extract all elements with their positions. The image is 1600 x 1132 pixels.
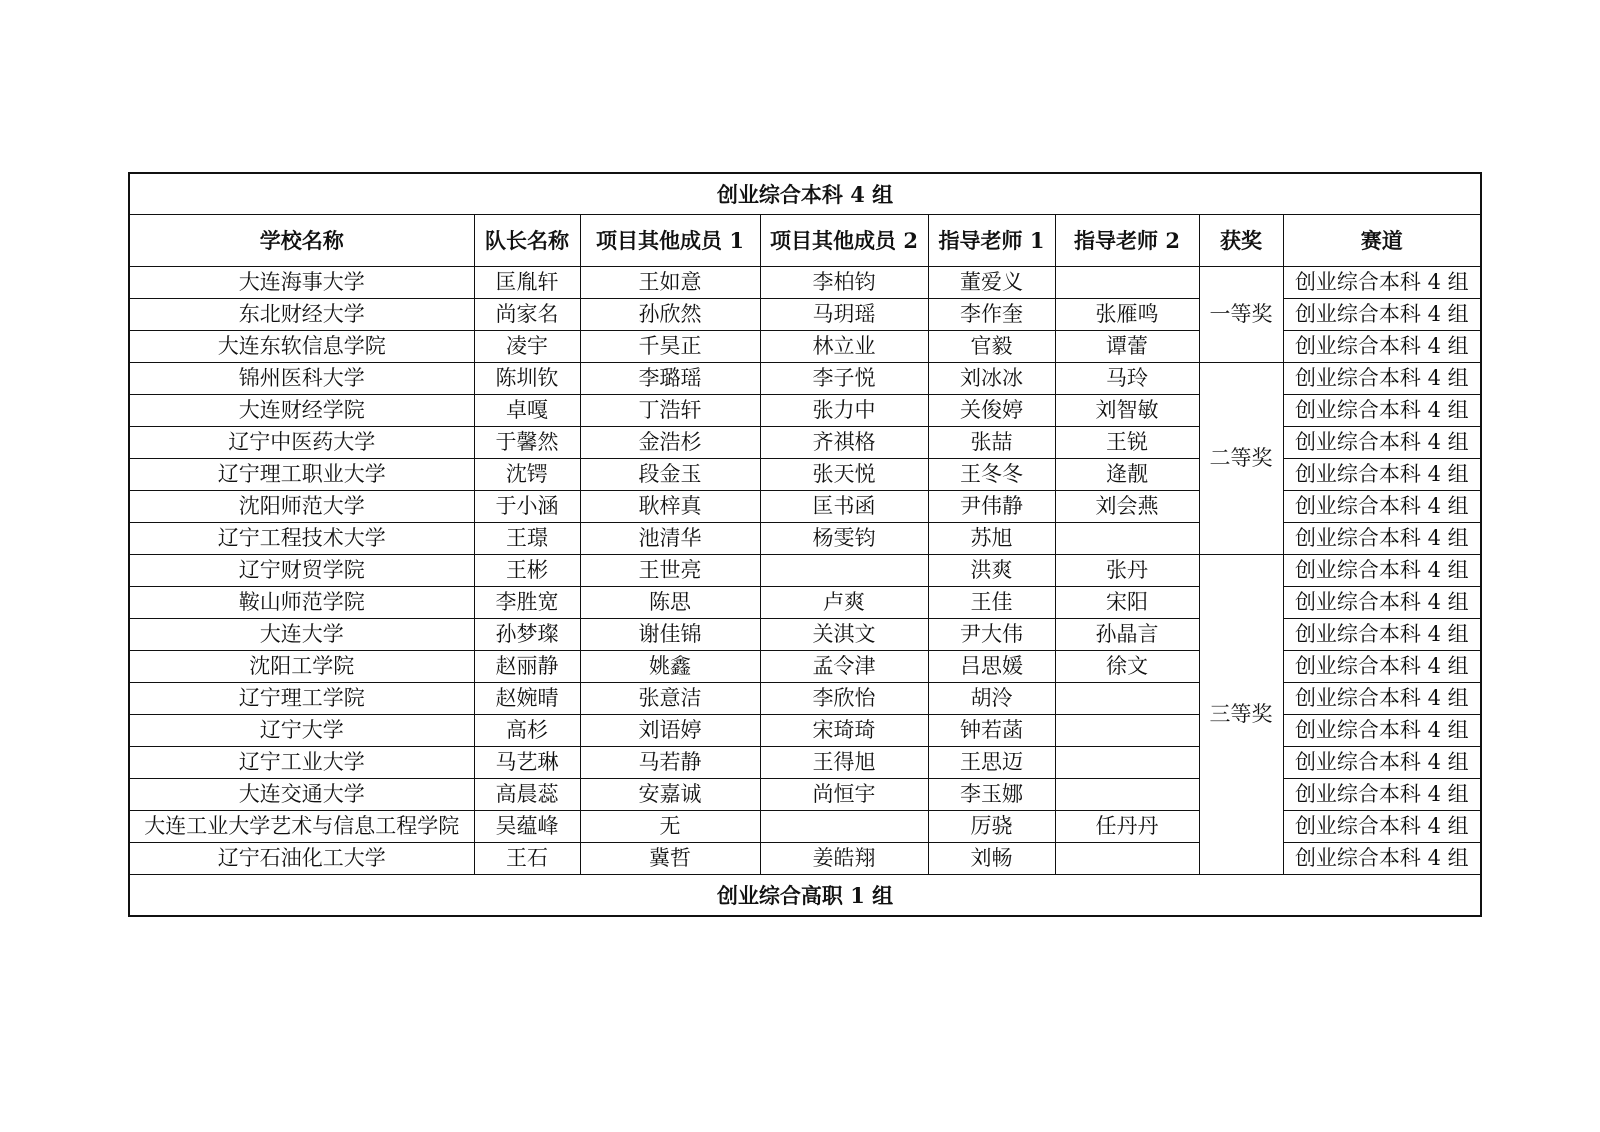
member-1-cell: 千昊正 — [580, 331, 760, 363]
track-cell: 创业综合本科 4 组 — [1283, 619, 1481, 651]
advisor-2-cell: 张丹 — [1055, 555, 1199, 587]
advisor-1-cell: 苏旭 — [928, 523, 1055, 555]
member-1-cell: 段金玉 — [580, 459, 760, 491]
advisor-1-cell: 李作奎 — [928, 299, 1055, 331]
member-1-cell: 孙欣然 — [580, 299, 760, 331]
member-1-cell: 马若静 — [580, 747, 760, 779]
advisor-2-cell: 王锐 — [1055, 427, 1199, 459]
school-name-cell: 沈阳工学院 — [129, 651, 474, 683]
school-name-cell: 大连大学 — [129, 619, 474, 651]
track-cell: 创业综合本科 4 组 — [1283, 363, 1481, 395]
member-1-cell: 姚鑫 — [580, 651, 760, 683]
track-cell: 创业综合本科 4 组 — [1283, 811, 1481, 843]
member-1-cell: 王世亮 — [580, 555, 760, 587]
school-name-cell: 鞍山师范学院 — [129, 587, 474, 619]
track-cell: 创业综合本科 4 组 — [1283, 683, 1481, 715]
school-name-cell: 大连工业大学艺术与信息工程学院 — [129, 811, 474, 843]
advisor-2-cell: 徐文 — [1055, 651, 1199, 683]
member-2-cell: 张力中 — [760, 395, 928, 427]
member-2-cell — [760, 811, 928, 843]
advisor-1-cell: 刘畅 — [928, 843, 1055, 875]
table-row — [129, 555, 1481, 587]
member-2-cell: 关淇文 — [760, 619, 928, 651]
advisor-2-cell: 马玲 — [1055, 363, 1199, 395]
captain-name-cell: 王石 — [474, 843, 580, 875]
member-2-cell: 杨雯钧 — [760, 523, 928, 555]
captain-name-cell: 高杉 — [474, 715, 580, 747]
advisor-2-cell: 宋阳 — [1055, 587, 1199, 619]
track-cell: 创业综合本科 4 组 — [1283, 491, 1481, 523]
advisor-2-cell — [1055, 523, 1199, 555]
advisor-1-cell: 钟若菡 — [928, 715, 1055, 747]
member-2-cell: 姜皓翔 — [760, 843, 928, 875]
advisor-2-cell: 孙晶言 — [1055, 619, 1199, 651]
school-name-cell: 辽宁财贸学院 — [129, 555, 474, 587]
track-cell: 创业综合本科 4 组 — [1283, 523, 1481, 555]
track-cell: 创业综合本科 4 组 — [1283, 555, 1481, 587]
member-2-cell: 李柏钧 — [760, 267, 928, 299]
captain-name-cell: 凌宇 — [474, 331, 580, 363]
advisor-1-cell: 尹大伟 — [928, 619, 1055, 651]
school-name-cell: 辽宁理工学院 — [129, 683, 474, 715]
member-2-cell: 林立业 — [760, 331, 928, 363]
track-cell: 创业综合本科 4 组 — [1283, 299, 1481, 331]
school-name-cell: 辽宁工业大学 — [129, 747, 474, 779]
captain-name-cell: 孙梦璨 — [474, 619, 580, 651]
header-track: 赛道 — [1283, 215, 1481, 267]
member-2-cell: 匡书函 — [760, 491, 928, 523]
captain-name-cell: 赵丽静 — [474, 651, 580, 683]
advisor-2-cell: 张雁鸣 — [1055, 299, 1199, 331]
member-1-cell: 谢佳锦 — [580, 619, 760, 651]
track-cell: 创业综合本科 4 组 — [1283, 459, 1481, 491]
captain-name-cell: 匡胤轩 — [474, 267, 580, 299]
member-1-cell: 金浩杉 — [580, 427, 760, 459]
school-name-cell: 东北财经大学 — [129, 299, 474, 331]
captain-name-cell: 高晨蕊 — [474, 779, 580, 811]
advisor-2-cell: 逄靓 — [1055, 459, 1199, 491]
advisor-2-cell — [1055, 843, 1199, 875]
member-1-cell: 安嘉诚 — [580, 779, 760, 811]
member-1-cell: 无 — [580, 811, 760, 843]
member-1-cell: 张意洁 — [580, 683, 760, 715]
track-cell: 创业综合本科 4 组 — [1283, 331, 1481, 363]
member-1-cell: 陈思 — [580, 587, 760, 619]
track-cell: 创业综合本科 4 组 — [1283, 651, 1481, 683]
advisor-2-cell — [1055, 683, 1199, 715]
advisor-1-cell: 李玉娜 — [928, 779, 1055, 811]
school-name-cell: 大连东软信息学院 — [129, 331, 474, 363]
advisor-1-cell: 官毅 — [928, 331, 1055, 363]
school-name-cell: 锦州医科大学 — [129, 363, 474, 395]
advisor-2-cell: 谭蕾 — [1055, 331, 1199, 363]
member-1-cell: 李璐瑶 — [580, 363, 760, 395]
award-cell: 一等奖 — [1199, 267, 1283, 363]
school-name-cell: 辽宁大学 — [129, 715, 474, 747]
captain-name-cell: 于小涵 — [474, 491, 580, 523]
advisor-1-cell: 王佳 — [928, 587, 1055, 619]
header-member-1: 项目其他成员 1 — [580, 215, 760, 267]
advisor-1-cell: 胡泠 — [928, 683, 1055, 715]
member-2-cell: 宋琦琦 — [760, 715, 928, 747]
header-advisor-1: 指导老师 1 — [928, 215, 1055, 267]
captain-name-cell: 吴蕴峰 — [474, 811, 580, 843]
advisor-1-cell: 厉骁 — [928, 811, 1055, 843]
member-1-cell: 池清华 — [580, 523, 760, 555]
track-cell: 创业综合本科 4 组 — [1283, 427, 1481, 459]
track-cell: 创业综合本科 4 组 — [1283, 395, 1481, 427]
header-captain-name: 队长名称 — [474, 215, 580, 267]
captain-name-cell: 沈锷 — [474, 459, 580, 491]
track-cell: 创业综合本科 4 组 — [1283, 843, 1481, 875]
school-name-cell: 沈阳师范大学 — [129, 491, 474, 523]
captain-name-cell: 李胜宽 — [474, 587, 580, 619]
award-cell: 三等奖 — [1199, 555, 1283, 875]
member-2-cell: 齐祺格 — [760, 427, 928, 459]
header-award: 获奖 — [1199, 215, 1283, 267]
advisor-1-cell: 刘冰冰 — [928, 363, 1055, 395]
member-1-cell: 耿梓真 — [580, 491, 760, 523]
table-title-row — [129, 173, 1481, 215]
next-section-title-row — [129, 875, 1481, 917]
school-name-cell: 大连财经学院 — [129, 395, 474, 427]
advisor-1-cell: 董爱义 — [928, 267, 1055, 299]
advisor-1-cell: 关俊婷 — [928, 395, 1055, 427]
member-2-cell: 李子悦 — [760, 363, 928, 395]
member-1-cell: 丁浩轩 — [580, 395, 760, 427]
header-school-name: 学校名称 — [129, 215, 474, 267]
captain-name-cell: 尚家名 — [474, 299, 580, 331]
member-1-cell: 冀哲 — [580, 843, 760, 875]
advisor-2-cell: 任丹丹 — [1055, 811, 1199, 843]
table-title: 创业综合本科 4 组 — [129, 173, 1481, 215]
captain-name-cell: 陈圳钦 — [474, 363, 580, 395]
advisor-1-cell: 尹伟静 — [928, 491, 1055, 523]
track-cell: 创业综合本科 4 组 — [1283, 715, 1481, 747]
award-table — [128, 172, 1482, 917]
award-cell: 二等奖 — [1199, 363, 1283, 555]
track-cell: 创业综合本科 4 组 — [1283, 267, 1481, 299]
member-2-cell: 孟令津 — [760, 651, 928, 683]
member-2-cell: 张天悦 — [760, 459, 928, 491]
header-advisor-2: 指导老师 2 — [1055, 215, 1199, 267]
advisor-2-cell — [1055, 715, 1199, 747]
advisor-1-cell: 洪爽 — [928, 555, 1055, 587]
advisor-1-cell: 吕思媛 — [928, 651, 1055, 683]
captain-name-cell: 于馨然 — [474, 427, 580, 459]
advisor-1-cell: 王思迈 — [928, 747, 1055, 779]
advisor-1-cell: 王冬冬 — [928, 459, 1055, 491]
table-row — [129, 267, 1481, 299]
school-name-cell: 辽宁理工职业大学 — [129, 459, 474, 491]
advisor-2-cell — [1055, 747, 1199, 779]
advisor-2-cell: 刘智敏 — [1055, 395, 1199, 427]
member-2-cell: 马玥瑶 — [760, 299, 928, 331]
school-name-cell: 辽宁中医药大学 — [129, 427, 474, 459]
track-cell: 创业综合本科 4 组 — [1283, 747, 1481, 779]
member-2-cell: 李欣怡 — [760, 683, 928, 715]
next-section-title: 创业综合高职 1 组 — [129, 875, 1481, 917]
captain-name-cell: 赵婉晴 — [474, 683, 580, 715]
track-cell: 创业综合本科 4 组 — [1283, 779, 1481, 811]
table-row — [129, 363, 1481, 395]
member-2-cell: 王得旭 — [760, 747, 928, 779]
member-2-cell: 卢爽 — [760, 587, 928, 619]
advisor-1-cell: 张喆 — [928, 427, 1055, 459]
track-cell: 创业综合本科 4 组 — [1283, 587, 1481, 619]
advisor-2-cell — [1055, 779, 1199, 811]
header-member-2: 项目其他成员 2 — [760, 215, 928, 267]
captain-name-cell: 卓嘎 — [474, 395, 580, 427]
member-2-cell — [760, 555, 928, 587]
school-name-cell: 辽宁石油化工大学 — [129, 843, 474, 875]
school-name-cell: 大连海事大学 — [129, 267, 474, 299]
member-2-cell: 尚恒宇 — [760, 779, 928, 811]
member-1-cell: 王如意 — [580, 267, 760, 299]
advisor-2-cell — [1055, 267, 1199, 299]
member-1-cell: 刘语婷 — [580, 715, 760, 747]
captain-name-cell: 马艺琳 — [474, 747, 580, 779]
captain-name-cell: 王彬 — [474, 555, 580, 587]
school-name-cell: 辽宁工程技术大学 — [129, 523, 474, 555]
school-name-cell: 大连交通大学 — [129, 779, 474, 811]
captain-name-cell: 王璟 — [474, 523, 580, 555]
advisor-2-cell: 刘会燕 — [1055, 491, 1199, 523]
table-header-row — [129, 215, 1481, 267]
table-body — [129, 267, 1481, 875]
